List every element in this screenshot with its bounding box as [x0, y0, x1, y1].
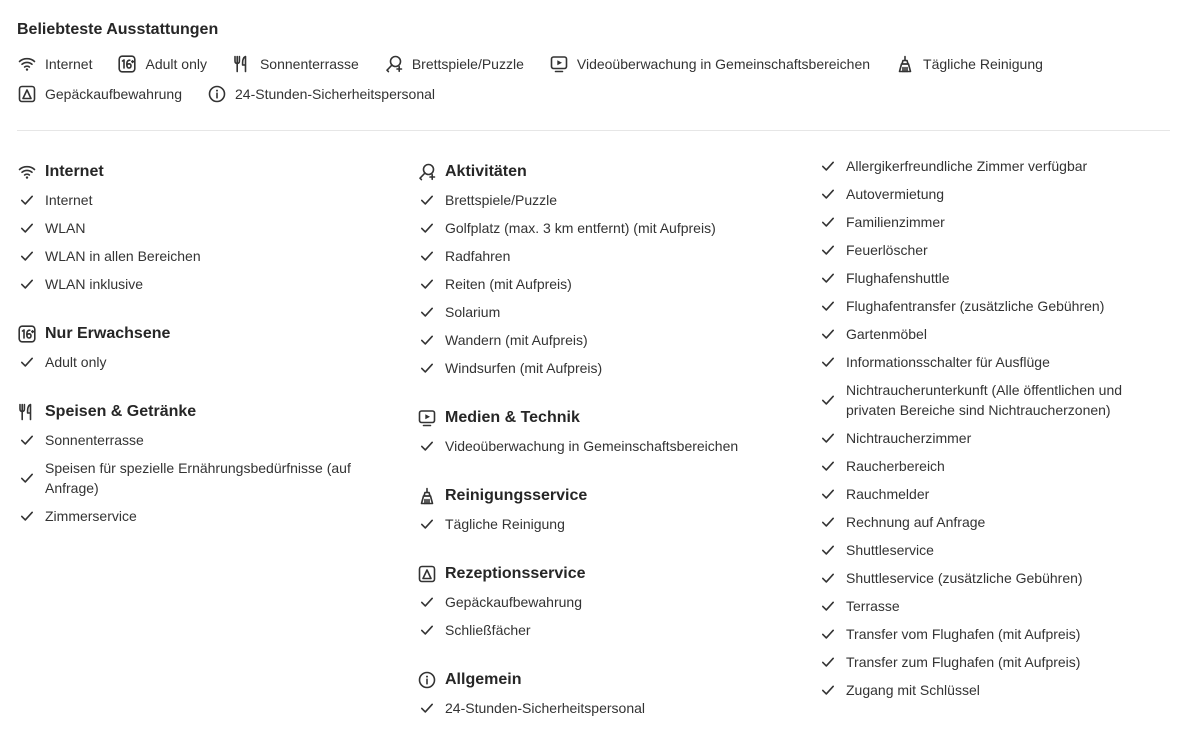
- adult-only-icon: [117, 54, 137, 74]
- feature-label: Gartenmöbel: [846, 326, 927, 342]
- cleaning-icon: [895, 54, 915, 74]
- feature-label: WLAN: [45, 220, 86, 236]
- check-icon: [818, 484, 838, 504]
- check-icon: [17, 352, 37, 372]
- feature-item: [417, 432, 787, 460]
- category-heading: [417, 158, 787, 186]
- check-icon: [417, 246, 437, 266]
- check-icon: [818, 156, 838, 176]
- popular-amenity-taegliche-reinigung: [895, 52, 1043, 76]
- video-icon: [549, 54, 569, 74]
- category-heading: [17, 158, 377, 186]
- check-icon: [17, 506, 37, 526]
- feature-label: Speisen für spezielle Ernährungsbedürfnisse (auf Anfrage): [45, 460, 351, 496]
- feature-item: [17, 242, 377, 270]
- feature-item: [818, 452, 1170, 480]
- feature-label: Windsurfen (mit Aufpreis): [445, 360, 603, 376]
- feature-item: [417, 214, 787, 242]
- fork-knife-icon: [232, 54, 252, 74]
- category-title: Allgemein: [445, 671, 522, 688]
- category-heading: [417, 560, 787, 588]
- wifi-icon: [17, 162, 37, 182]
- check-icon: [417, 620, 437, 640]
- check-icon: [818, 184, 838, 204]
- feature-label: Familienzimmer: [846, 214, 945, 230]
- feature-item: [417, 326, 787, 354]
- check-icon: [17, 468, 37, 488]
- category-title: Rezeptionsservice: [445, 565, 586, 582]
- reception-icon: [17, 84, 37, 104]
- feature-item: [818, 376, 1170, 424]
- feature-item: [17, 502, 377, 530]
- feature-item: [818, 648, 1170, 676]
- feature-item: [17, 270, 377, 298]
- popular-amenity-24-stunden-sicherheitspersonal: [207, 82, 435, 106]
- feature-label: WLAN inklusive: [45, 276, 144, 292]
- feature-item: [818, 564, 1170, 592]
- popular-amenity-sonnenterrasse: [232, 52, 359, 76]
- feature-label: Rechnung auf Anfrage: [846, 514, 986, 530]
- feature-item: [818, 508, 1170, 536]
- feature-item: [17, 426, 377, 454]
- feature-label: Schließfächer: [445, 622, 531, 638]
- feature-label: Autovermietung: [846, 186, 945, 202]
- feature-label: Flughafenshuttle: [846, 270, 950, 286]
- feature-label: Shuttleservice: [846, 542, 934, 558]
- feature-item: [417, 186, 787, 214]
- adult-only-icon: [17, 324, 37, 344]
- feature-item: [818, 676, 1170, 704]
- feature-label: Informationsschalter für Ausflüge: [846, 354, 1050, 370]
- feature-label: Flughafentransfer (zusätzliche Gebühren): [846, 298, 1105, 314]
- category-heading: [17, 398, 377, 426]
- category-heading: [417, 482, 787, 510]
- feature-item: [818, 236, 1170, 264]
- feature-item: [417, 298, 787, 326]
- feature-item: [818, 320, 1170, 348]
- popular-amenity-adult-only: [117, 52, 206, 76]
- feature-label: Nichtraucherunterkunft (Alle öffentlichen und privaten Bereiche sind Nichtraucherzonen): [846, 382, 1123, 418]
- feature-item: [17, 348, 377, 376]
- check-icon: [17, 218, 37, 238]
- amenities-column-1: [17, 158, 377, 552]
- feature-label: Radfahren: [445, 248, 511, 264]
- category-medien-technik: [417, 404, 787, 460]
- popular-amenity-label: Brettspiele/Puzzle: [411, 56, 524, 72]
- check-icon: [818, 568, 838, 588]
- popular-amenity-brettspiele-puzzle: [384, 52, 524, 76]
- check-icon: [17, 430, 37, 450]
- feature-label: Shuttleservice (zusätzliche Gebühren): [846, 570, 1083, 586]
- feature-label: Terrasse: [846, 598, 900, 614]
- feature-item: [818, 292, 1170, 320]
- feature-item: [818, 152, 1170, 180]
- feature-label: Sonnenterrasse: [45, 432, 144, 448]
- popular-amenity-label: Internet: [45, 56, 93, 72]
- video-icon: [417, 408, 437, 428]
- amenities-column-3: [818, 152, 1170, 726]
- feature-label: Internet: [45, 192, 93, 208]
- category-title: Aktivitäten: [445, 163, 527, 180]
- popular-amenity-label: Gepäckaufbewahrung: [45, 86, 182, 102]
- category-heading: [417, 404, 787, 432]
- category-title: Speisen & Getränke: [45, 403, 197, 420]
- check-icon: [818, 428, 838, 448]
- check-icon: [818, 296, 838, 316]
- check-icon: [417, 514, 437, 534]
- check-icon: [417, 218, 437, 238]
- feature-item: [417, 588, 787, 616]
- category-nur-erwachsene: [17, 320, 377, 376]
- feature-label: Transfer vom Flughafen (mit Aufpreis): [846, 626, 1081, 642]
- popular-amenities: [17, 17, 1170, 112]
- check-icon: [818, 240, 838, 260]
- fork-knife-icon: [17, 402, 37, 422]
- feature-item: [17, 214, 377, 242]
- feature-label: Reiten (mit Aufpreis): [445, 276, 572, 292]
- section-divider: [17, 130, 1170, 131]
- feature-label: 24-Stunden-Sicherheitspersonal: [445, 700, 646, 716]
- feature-item: [818, 620, 1170, 648]
- check-icon: [818, 652, 838, 672]
- check-icon: [417, 190, 437, 210]
- check-icon: [818, 268, 838, 288]
- popular-amenity-videoueberwachung-in-gemeinschaftsbereichen: [549, 52, 870, 76]
- check-icon: [17, 274, 37, 294]
- feature-item: [417, 270, 787, 298]
- feature-label: Allergikerfreundliche Zimmer verfügbar: [846, 158, 1088, 174]
- check-icon: [818, 390, 838, 410]
- category-reinigungsservice: [417, 482, 787, 538]
- feature-label: WLAN in allen Bereichen: [45, 248, 201, 264]
- feature-item: [818, 536, 1170, 564]
- popular-amenity-label: Videoüberwachung in Gemeinschaftsbereichen: [576, 56, 871, 72]
- feature-label: Nichtraucherzimmer: [846, 430, 972, 446]
- check-icon: [417, 358, 437, 378]
- feature-item: [417, 510, 787, 538]
- feature-label: Rauchmelder: [846, 486, 930, 502]
- feature-label: Zimmerservice: [45, 508, 137, 524]
- cleaning-icon: [417, 486, 437, 506]
- check-icon: [417, 436, 437, 456]
- feature-label: Solarium: [445, 304, 501, 320]
- popular-amenities-list: [17, 52, 1097, 112]
- feature-label: Golfplatz (max. 3 km entfernt) (mit Aufpreis): [445, 220, 716, 236]
- feature-label: Videoüberwachung in Gemeinschaftsbereichen: [445, 438, 739, 454]
- info-icon: [207, 84, 227, 104]
- board-games-icon: [417, 162, 437, 182]
- feature-label: Transfer zum Flughafen (mit Aufpreis): [846, 654, 1081, 670]
- board-games-icon: [384, 54, 404, 74]
- feature-item: [818, 264, 1170, 292]
- feature-label: Zugang mit Schlüssel: [846, 682, 980, 698]
- feature-item: [17, 454, 377, 502]
- popular-amenity-label: Tägliche Reinigung: [923, 56, 1043, 72]
- feature-label: Feuerlöscher: [846, 242, 928, 258]
- check-icon: [417, 592, 437, 612]
- check-icon: [818, 596, 838, 616]
- check-icon: [417, 330, 437, 350]
- popular-amenity-label: 24-Stunden-Sicherheitspersonal: [235, 86, 436, 102]
- info-icon: [417, 670, 437, 690]
- category-internet: [17, 158, 377, 298]
- check-icon: [818, 680, 838, 700]
- check-icon: [818, 352, 838, 372]
- feature-label: Brettspiele/Puzzle: [445, 192, 558, 208]
- feature-item: [417, 616, 787, 644]
- popular-amenities-title: Beliebteste Ausstattungen: [17, 21, 219, 38]
- feature-item: [417, 242, 787, 270]
- check-icon: [818, 212, 838, 232]
- check-icon: [818, 540, 838, 560]
- feature-item: [17, 186, 377, 214]
- popular-amenity-label: Sonnenterrasse: [259, 56, 359, 72]
- category-allgemein: [417, 666, 787, 722]
- feature-label: Raucherbereich: [846, 458, 945, 474]
- category-aktivitaeten: [417, 158, 787, 382]
- feature-item: [818, 208, 1170, 236]
- feature-item: [818, 348, 1170, 376]
- check-icon: [417, 302, 437, 322]
- category-title: Medien & Technik: [445, 409, 580, 426]
- category-title: Reinigungsservice: [445, 487, 588, 504]
- check-icon: [17, 246, 37, 266]
- check-icon: [417, 698, 437, 718]
- feature-label: Gepäckaufbewahrung: [445, 594, 582, 610]
- feature-label: Wandern (mit Aufpreis): [445, 332, 588, 348]
- wifi-icon: [17, 54, 37, 74]
- category-speisen-getraenke: [17, 398, 377, 530]
- check-icon: [818, 456, 838, 476]
- feature-item: [818, 480, 1170, 508]
- check-icon: [818, 324, 838, 344]
- feature-item: [417, 354, 787, 382]
- check-icon: [818, 512, 838, 532]
- check-icon: [818, 624, 838, 644]
- category-heading: [417, 666, 787, 694]
- category-other: [818, 152, 1170, 704]
- feature-item: [818, 592, 1170, 620]
- reception-icon: [417, 564, 437, 584]
- popular-amenity-gepaeckaufbewahrung: [17, 82, 182, 106]
- check-icon: [17, 190, 37, 210]
- category-rezeptionsservice: [417, 560, 787, 644]
- feature-item: [818, 180, 1170, 208]
- feature-item: [417, 694, 787, 722]
- category-title: Nur Erwachsene: [45, 325, 171, 342]
- amenities-column-2: [417, 158, 787, 744]
- popular-amenity-internet: [17, 52, 92, 76]
- feature-label: Tägliche Reinigung: [445, 516, 565, 532]
- feature-label: Adult only: [45, 354, 107, 370]
- popular-amenity-label: Adult only: [145, 56, 207, 72]
- category-heading: [17, 320, 377, 348]
- category-title: Internet: [45, 163, 104, 180]
- feature-item: [818, 424, 1170, 452]
- check-icon: [417, 274, 437, 294]
